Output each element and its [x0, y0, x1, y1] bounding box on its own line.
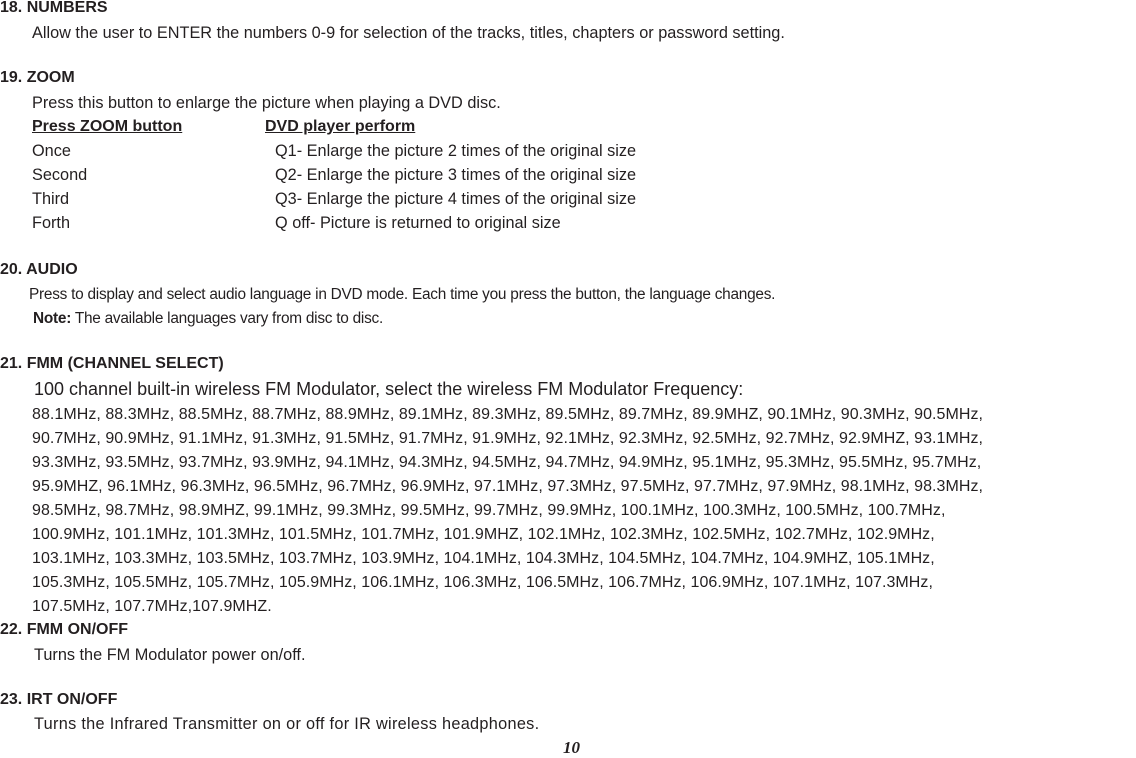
zoom-table-col2-header: DVD player perform — [265, 118, 416, 135]
zoom-table-col1-header: Press ZOOM button — [32, 118, 183, 135]
irt-onoff-heading: 23. IRT ON/OFF — [0, 691, 118, 708]
zoom-row-press: Forth — [32, 214, 71, 232]
frequency-line: 105.3MHz, 105.5MHz, 105.7MHz, 105.9MHz, 106.1MHz, 106.3MHz, 106.5MHz, 106.7MHz, 106.9MHz, 107.1MHz, 107.3MHz, — [32, 574, 933, 591]
frequency-line: 95.9MHZ, 96.1MHz, 96.3MHz, 96.5MHz, 96.7MHz, 96.9MHz, 97.1MHz, 97.3MHz, 97.5MHz, 97.7MHz, 97.9MHz, 98.1MHz, 98.3MHz, — [32, 478, 984, 495]
page-number: 10 — [563, 738, 580, 757]
frequency-line: 103.1MHz, 103.3MHz, 103.5MHz, 103.7MHz, 103.9MHz, 104.1MHz, 104.3MHz, 104.5MHz, 104.7MHz, 104.9MHZ, 105.1MHz, — [32, 550, 935, 567]
numbers-description: Allow the user to ENTER the numbers 0-9 for selection of the tracks, titles, chapters or password setting. — [32, 24, 785, 42]
zoom-row-press: Third — [32, 190, 70, 208]
zoom-row-perform: Q1- Enlarge the picture 2 times of the original size — [275, 142, 637, 160]
frequency-line: 100.9MHz, 101.1MHz, 101.3MHz, 101.5MHz, 101.7MHz, 101.9MHZ, 102.1MHz, 102.3MHz, 102.5MHz, 102.7MHz, 102.9MHz, — [32, 526, 935, 543]
audio-note-text: The available languages vary from disc to disc. — [71, 310, 384, 327]
audio-note-label: Note: — [33, 310, 72, 327]
irt-onoff-description: Turns the Infrared Transmitter on or off for IR wireless headphones. — [34, 715, 540, 733]
fmm-channel-intro: 100 channel built-in wireless FM Modulator, select the wireless FM Modulator Frequency: — [34, 379, 744, 399]
audio-description: Press to display and select audio language in DVD mode. Each time you press the button, the language changes. — [29, 286, 776, 303]
audio-heading: 20. AUDIO — [0, 261, 78, 278]
frequency-line: 107.5MHz, 107.7MHz,107.9MHZ. — [32, 598, 272, 615]
zoom-description: Press this button to enlarge the picture when playing a DVD disc. — [32, 94, 501, 112]
numbers-heading: 18. NUMBERS — [0, 0, 108, 16]
fmm-channel-heading: 21. FMM (CHANNEL SELECT) — [0, 355, 224, 372]
frequency-line: 88.1MHz, 88.3MHz, 88.5MHz, 88.7MHz, 88.9MHz, 89.1MHz, 89.3MHz, 89.5MHz, 89.7MHz, 89.9MHZ, 90.1MHz, 90.3MHz, 90.5MHz, — [32, 406, 984, 423]
zoom-row-perform: Q off- Picture is returned to original size — [275, 214, 561, 232]
frequency-line: 90.7MHz, 90.9MHz, 91.1MHz, 91.3MHz, 91.5MHz, 91.7MHz, 91.9MHz, 92.1MHz, 92.3MHz, 92.5MHz, 92.7MHz, 92.9MHZ, 93.1MHz, — [32, 430, 984, 447]
fmm-onoff-description: Turns the FM Modulator power on/off. — [34, 646, 306, 664]
zoom-row-press: Once — [32, 142, 71, 160]
frequency-line: 93.3MHz, 93.5MHz, 93.7MHz, 93.9MHz, 94.1MHz, 94.3MHz, 94.5MHz, 94.7MHz, 94.9MHz, 95.1MHz, 95.3MHz, 95.5MHz, 95.7MHz, — [32, 454, 982, 471]
zoom-row-perform: Q2- Enlarge the picture 3 times of the original size — [275, 166, 637, 184]
zoom-row-press: Second — [32, 166, 88, 184]
frequency-line: 98.5MHz, 98.7MHz, 98.9MHZ, 99.1MHz, 99.3MHz, 99.5MHz, 99.7MHz, 99.9MHz, 100.1MHz, 100.3MHz, 100.5MHz, 100.7MHz, — [32, 502, 946, 519]
zoom-row-perform: Q3- Enlarge the picture 4 times of the original size — [275, 190, 637, 208]
fmm-onoff-heading: 22. FMM ON/OFF — [0, 621, 128, 638]
audio-note — [33, 309, 383, 329]
zoom-heading: 19. ZOOM — [0, 69, 75, 86]
